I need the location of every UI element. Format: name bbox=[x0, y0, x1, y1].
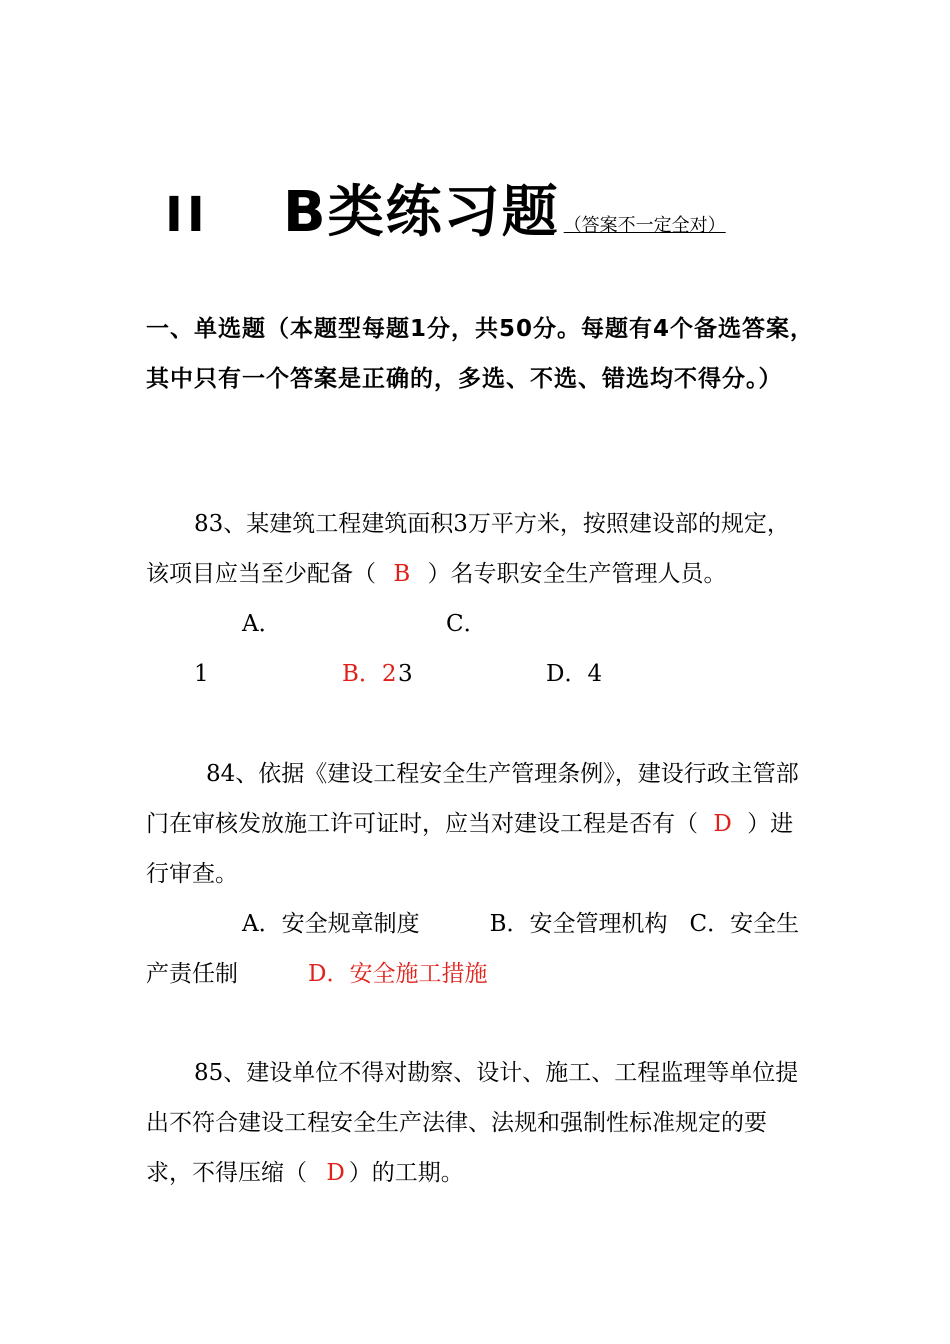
option-a: A．1 bbox=[194, 611, 282, 687]
stem-text: ）的工期。 bbox=[348, 1160, 464, 1186]
answer-mark: D bbox=[326, 1160, 345, 1186]
title-main: B类练习题 bbox=[283, 180, 560, 245]
answer-mark: D bbox=[713, 811, 732, 837]
option-a: A．安全规章制度 bbox=[242, 911, 420, 937]
stem-text: 84、依据《建设工程安全生产管理条例》，建设行政主管部门在审核发放施工许可证时，应当对建设工程是否有（ bbox=[146, 761, 799, 837]
option-b: B．2 bbox=[342, 661, 397, 687]
title-roman-numeral: II bbox=[165, 187, 209, 243]
title-note: （答案不一定全对） bbox=[563, 215, 726, 236]
option-list bbox=[146, 599, 812, 699]
question-stem bbox=[146, 749, 812, 899]
stem-text: 83、某建筑工程建筑面积3万平方米，按照建设部的规定，该项目应当至少配备（ bbox=[146, 511, 790, 587]
stem-text: ）名专职安全生产管理人员。 bbox=[420, 561, 727, 587]
question-stem bbox=[146, 499, 812, 599]
section-heading: 一、单选题（本题型每题1分，共50分。每题有4个备选答案，其中只有一个答案是正确的，多选、不选、错选均不得分。） bbox=[146, 316, 815, 392]
option-list bbox=[146, 899, 812, 999]
question-85 bbox=[146, 1048, 812, 1198]
page-title bbox=[165, 168, 726, 248]
answer-mark: B bbox=[393, 561, 411, 587]
option-d: D．安全施工措施 bbox=[308, 961, 488, 987]
option-b: B．安全管理机构 bbox=[489, 911, 668, 937]
option-d: D．4 bbox=[546, 661, 603, 687]
option-c: C．3 bbox=[398, 611, 487, 687]
question-84 bbox=[146, 749, 812, 999]
option-c: C．安全生产责任制 bbox=[146, 911, 800, 987]
question-stem bbox=[146, 1048, 812, 1198]
question-83 bbox=[146, 499, 812, 699]
stem-text: 85、建设单位不得对勘察、设计、施工、工程监理等单位提出不符合建设工程安全生产法律、法规和强制性标准规定的要求，不得压缩（ bbox=[146, 1060, 799, 1186]
stem-text: ）进行审查。 bbox=[146, 811, 794, 887]
